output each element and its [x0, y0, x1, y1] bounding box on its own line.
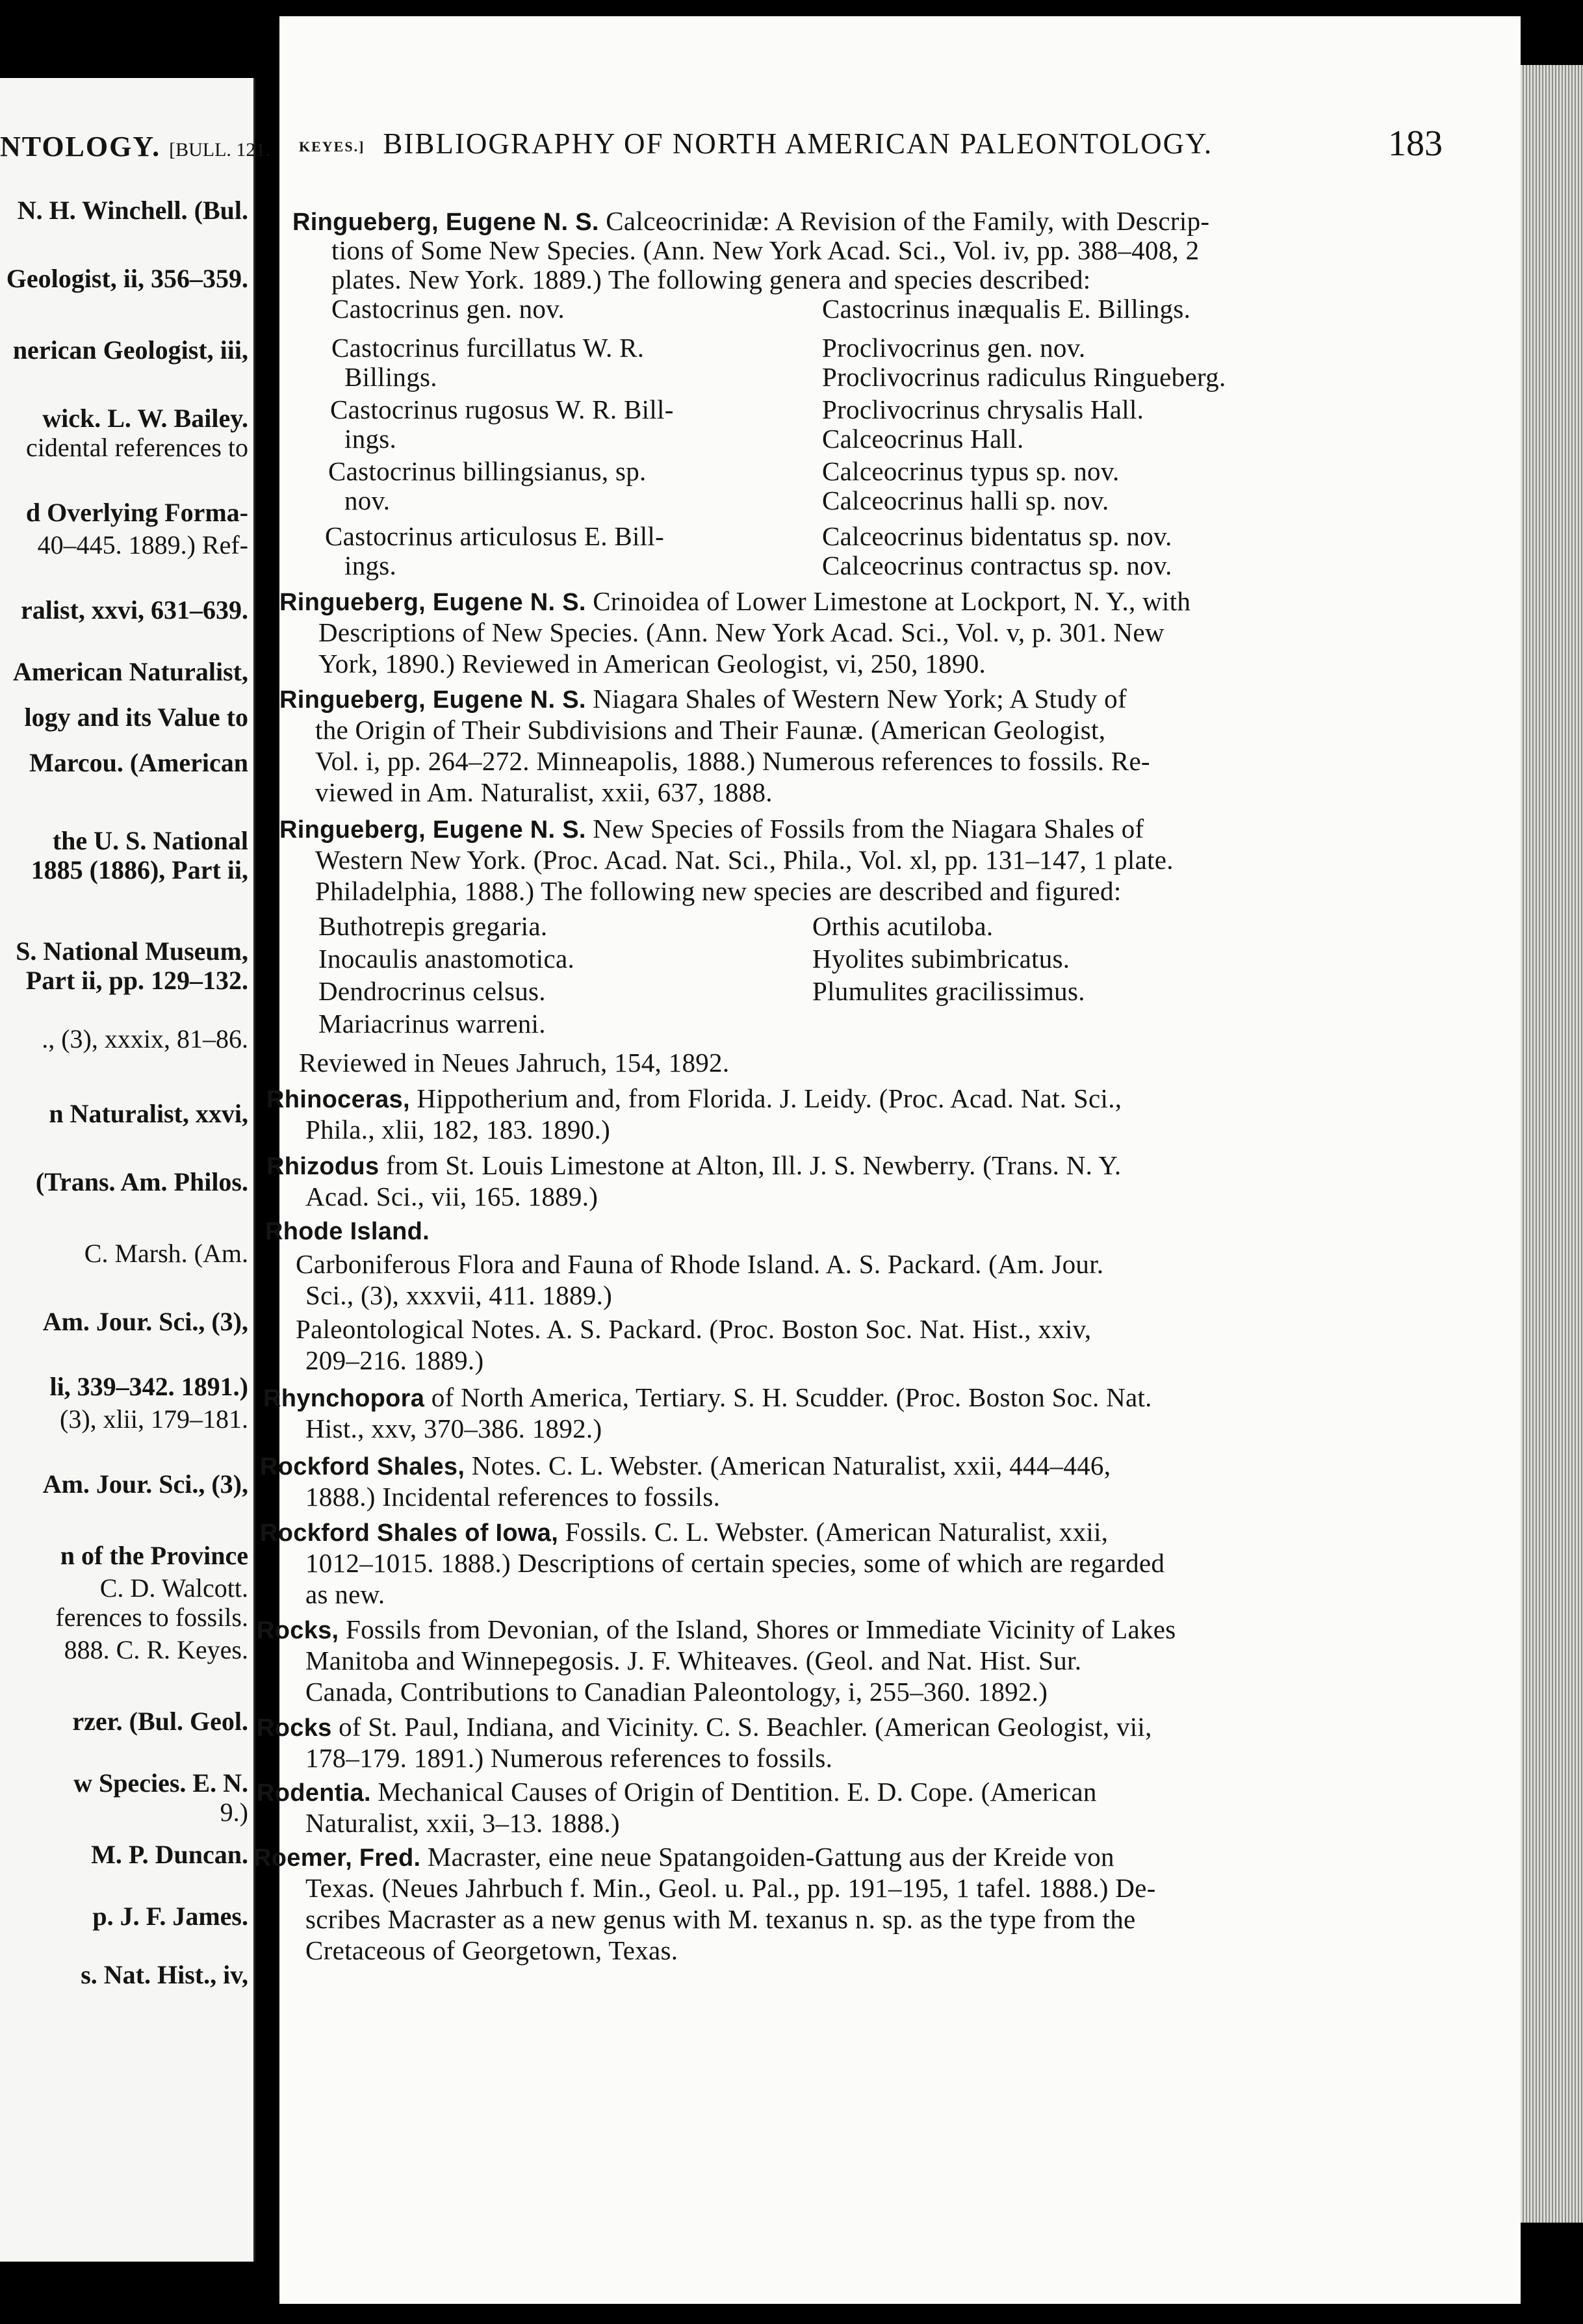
facing-page-line: the U. S. National: [52, 826, 248, 855]
entry-line: [812, 978, 1085, 1005]
entry-text: Inocaulis anastomotica.: [318, 944, 574, 974]
entry-heading: Ringueberg, Eugene N. S.: [292, 209, 599, 236]
entry-line: [318, 978, 546, 1005]
entry-line: [305, 1745, 832, 1772]
entry-text: plates. New York. 1889.) The following genera and species described:: [331, 265, 1091, 294]
entry-line: [344, 426, 396, 452]
entry-line: [299, 1050, 729, 1076]
entry-text: 1888.) Incidental references to fossils.: [305, 1482, 721, 1512]
entry-text: from St. Louis Limestone at Alton, Ill. J. S. Newberry. (Trans. N. Y.: [379, 1150, 1122, 1180]
entry-text: Castocrinus gen. nov.: [331, 294, 565, 324]
entry-text: Castocrinus rugosus W. R. Bill-: [330, 394, 674, 424]
facing-page-line: cidental references to: [25, 433, 248, 462]
entry-text: Phila., xlii, 182, 183. 1890.): [305, 1115, 611, 1144]
entry-first-line: [279, 588, 1190, 615]
entry-heading: Rocks: [257, 1714, 332, 1742]
entry-heading: Rhynchopora: [263, 1385, 425, 1412]
facing-page-line: wick. L. W. Bailey.: [42, 404, 248, 433]
entry-first-line: [257, 1714, 1152, 1740]
entry-text: Vol. i, pp. 264–272. Minneapolis, 1888.) Numerous references to fossils. Re-: [315, 746, 1150, 776]
facing-page-line: ferences to fossils.: [55, 1603, 248, 1632]
entry-line: [325, 523, 664, 550]
entry-text: Castocrinus inæqualis E. Billings.: [822, 294, 1191, 324]
facing-page-line: C. D. Walcott.: [99, 1573, 248, 1603]
entry-line: [305, 1906, 1136, 1933]
entry-line: [305, 1183, 598, 1210]
entry-line: [822, 458, 1120, 485]
entry-heading: Ringueberg, Eugene N. S.: [279, 816, 586, 844]
entry-text: Fossils. C. L. Webster. (American Naturalist, xxii,: [558, 1517, 1109, 1547]
facing-page-line: rzer. (Bul. Geol.: [72, 1707, 248, 1736]
entry-text: Billings.: [344, 362, 437, 392]
entry-first-line: [292, 208, 1209, 235]
entry-first-line: [279, 816, 1144, 842]
page-title: BIBLIOGRAPHY OF NORTH AMERICAN PALEONTOLOGY.: [383, 127, 1213, 160]
entry-first-line: [263, 1384, 1152, 1411]
facing-page-line: p. J. F. James.: [92, 1902, 248, 1931]
entry-line: [315, 717, 1105, 743]
entry-line: [812, 913, 993, 940]
facing-page-line: American Naturalist,: [12, 657, 248, 686]
entry-heading: Rodentia.: [257, 1779, 371, 1807]
entry-line: [305, 1647, 1081, 1674]
facing-page: [0, 78, 270, 2262]
facing-page-line: Part ii, pp. 129–132.: [25, 966, 248, 995]
entry-text: Fossils from Devonian, of the Island, Shores or Immediate Vicinity of Lakes: [339, 1614, 1176, 1644]
entry-heading: Rocks,: [257, 1617, 339, 1644]
entry-text: scribes Macraster as a new genus with M. texanus n. sp. as the type from the: [305, 1904, 1136, 1934]
facing-page-line: M. P. Duncan.: [91, 1840, 248, 1869]
entry-line: [318, 651, 986, 677]
entry-text: Macraster, eine neue Spatangoiden-Gattung aus der Kreide von: [420, 1842, 1114, 1872]
entry-text: tions of Some New Species. (Ann. New York Acad. Sci., Vol. iv, pp. 388–408, 2: [331, 235, 1200, 265]
facing-page-header: [0, 130, 270, 163]
entry-line: [344, 552, 396, 579]
entry-line: [822, 426, 1024, 452]
entry-text: York, 1890.) Reviewed in American Geologist, vi, 250, 1890.: [318, 649, 986, 678]
entry-text: Orthis acutiloba.: [812, 911, 994, 941]
entry-text: Proclivocrinus chrysalis Hall.: [822, 394, 1144, 424]
entry-heading: Ringueberg, Eugene N. S.: [279, 589, 586, 616]
entry-line: [328, 458, 647, 485]
entry-line: [305, 1875, 1156, 1902]
entry-text: Niagara Shales of Western New York; A Study of: [586, 684, 1127, 714]
entry-line: [822, 396, 1144, 423]
entry-text: Plumulites gracilissimus.: [812, 976, 1085, 1006]
entry-text: 209–216. 1889.): [305, 1345, 484, 1375]
entry-line: [318, 619, 1165, 646]
entry-first-line: [257, 1616, 1176, 1643]
entry-text: Cretaceous of Georgetown, Texas.: [305, 1935, 678, 1965]
entry-text: Notes. C. L. Webster. (American Naturalist, xxii, 444–446,: [465, 1451, 1111, 1480]
entry-first-line: [266, 1085, 1122, 1112]
entry-text: Hippotherium and, from Florida. J. Leidy. (Proc. Acad. Nat. Sci.,: [409, 1083, 1122, 1113]
entry-line: [305, 1484, 720, 1510]
entry-text: Proclivocrinus radiculus Ringueberg.: [822, 362, 1226, 392]
entry-text: Acad. Sci., vii, 165. 1889.): [305, 1181, 598, 1211]
facing-page-line: (3), xlii, 179–181.: [60, 1404, 248, 1434]
entry-first-line: [260, 1519, 1108, 1545]
facing-page-line: nerican Geologist, iii,: [12, 335, 248, 365]
entry-line: [822, 335, 1085, 361]
entry-heading: Rhode Island.: [265, 1218, 430, 1245]
entry-text: Calceocrinus halli sp. nov.: [822, 485, 1109, 515]
entry-line: [812, 946, 1070, 972]
facing-page-line: Geologist, ii, 356–359.: [6, 264, 248, 293]
entry-line: [331, 335, 644, 361]
facing-header-title: NTOLOGY.: [0, 131, 161, 162]
entry-text: Calceocrinus Hall.: [822, 424, 1024, 454]
entry-text: 178–179. 1891.) Numerous references to fossils.: [305, 1743, 833, 1773]
entry-text: Calceocrinus contractus sp. nov.: [822, 550, 1172, 580]
entry-text: ings.: [344, 550, 397, 580]
entry-text: Philadelphia, 1888.) The following new species are described and figured:: [315, 876, 1122, 906]
entry-line: [315, 748, 1150, 775]
entry-text: Hist., xxv, 370–386. 1892.): [305, 1414, 602, 1443]
entry-text: Calceocrinus bidentatus sp. nov.: [822, 521, 1172, 551]
entry-first-line: [260, 1452, 1111, 1479]
entry-text: Dendrocrinus celsus.: [318, 976, 546, 1006]
entry-line: [305, 1581, 385, 1608]
entry-line: [318, 1011, 546, 1037]
entry-text: Sci., (3), xxxvii, 411. 1889.): [305, 1280, 613, 1310]
entry-text: Buthotrepis gregaria.: [318, 911, 548, 941]
entry-text: ings.: [344, 424, 397, 454]
entry-text: Manitoba and Winnepegosis. J. F. Whiteaves. (Geol. and Nat. Hist. Sur.: [305, 1646, 1082, 1675]
entry-text: Castocrinus articulosus E. Bill-: [325, 521, 665, 551]
entry-text: Proclivocrinus gen. nov.: [822, 333, 1086, 363]
entry-line: [305, 1347, 483, 1374]
entry-line: [315, 847, 1174, 873]
entry-line: [822, 296, 1190, 322]
facing-page-line: 1885 (1886), Part ii,: [31, 855, 248, 884]
entry-line: [331, 296, 565, 322]
entry-line: [344, 364, 437, 391]
page-number: 183: [1388, 123, 1443, 164]
entry-text: Naturalist, xxii, 3–13. 1888.): [305, 1808, 620, 1838]
entry-text: the Origin of Their Subdivisions and Their Faunæ. (American Geologist,: [315, 715, 1106, 745]
entry-text: Hyolites subimbricatus.: [812, 944, 1070, 974]
facing-page-line: Marcou. (American: [29, 748, 248, 777]
entry-line: [822, 552, 1172, 579]
entry-text: Reviewed in Neues Jahruch, 154, 1892.: [299, 1048, 730, 1078]
facing-page-line: ., (3), xxxix, 81–86.: [42, 1024, 248, 1053]
entry-heading: Rhizodus: [266, 1153, 380, 1180]
entry-heading: Ringueberg, Eugene N. S.: [279, 686, 586, 714]
entry-line: [330, 396, 674, 423]
entry-heading: Rockford Shales of Iowa,: [260, 1519, 559, 1547]
entry-line: [305, 1937, 678, 1964]
entry-text: Mariacrinus warreni.: [318, 1009, 546, 1039]
facing-page-line: 40–445. 1889.) Ref-: [37, 530, 248, 560]
running-header: [299, 123, 1443, 164]
facing-page-line: n of the Province: [60, 1541, 248, 1570]
entry-text: 1012–1015. 1888.) Descriptions of certain species, some of which are regarded: [305, 1548, 1165, 1578]
entry-line: [318, 946, 574, 972]
facing-page-line: Am. Jour. Sci., (3),: [42, 1307, 248, 1336]
entry-text: of St. Paul, Indiana, and Vicinity. C. S. Beachler. (American Geologist, vii,: [331, 1712, 1152, 1742]
entry-text: Paleontological Notes. A. S. Packard. (Proc. Boston Soc. Nat. Hist., xxiv,: [296, 1314, 1092, 1344]
facing-page-line: s. Nat. Hist., iv,: [81, 1960, 248, 1989]
facing-page-line: 9.): [220, 1798, 248, 1827]
entry-text: Calceocrinus typus sp. nov.: [822, 456, 1120, 486]
entry-text: Canada, Contributions to Canadian Paleontology, i, 255–360. 1892.): [305, 1677, 1048, 1707]
entry-line: [822, 487, 1109, 514]
entry-heading: Rockford Shales,: [260, 1453, 465, 1480]
facing-page-line: n Naturalist, xxvi,: [49, 1099, 248, 1128]
entry-line: [331, 237, 1199, 264]
entry-text: Mechanical Causes of Origin of Dentition. E. D. Cope. (American: [370, 1777, 1097, 1807]
entry-first-line: [266, 1152, 1121, 1179]
facing-page-line: S. National Museum,: [16, 936, 248, 966]
facing-page-line: w Species. E. N.: [73, 1768, 248, 1798]
facing-page-line: Am. Jour. Sci., (3),: [42, 1469, 248, 1499]
entry-line: [315, 878, 1122, 905]
entry-line: [305, 1550, 1165, 1577]
entry-text: Castocrinus billingsianus, sp.: [328, 456, 647, 486]
facing-page-line: C. Marsh. (Am.: [84, 1239, 248, 1268]
entry-text: of North America, Tertiary. S. H. Scudder. (Proc. Boston Soc. Nat.: [424, 1382, 1152, 1412]
author-tag: KEYES.]: [299, 138, 365, 155]
book-page: [253, 16, 1521, 2304]
entry-heading: Roemer, Fred.: [253, 1844, 421, 1872]
facing-page-line: 888. C. R. Keyes.: [64, 1635, 248, 1664]
entry-line: [331, 266, 1091, 293]
entry-first-line: [279, 686, 1127, 712]
entry-first-line: [253, 1844, 1114, 1870]
entry-text: Western New York. (Proc. Acad. Nat. Sci., Phila., Vol. xl, pp. 131–147, 1 plate.: [315, 845, 1174, 875]
entry-line: [296, 1251, 1103, 1278]
entry-text: nov.: [344, 485, 391, 515]
entry-line: [822, 364, 1226, 391]
entry-text: Carboniferous Flora and Fauna of Rhode Island. A. S. Packard. (Am. Jour.: [296, 1249, 1104, 1279]
entry-heading: Rhinoceras,: [266, 1086, 410, 1113]
entry-line: [305, 1679, 1048, 1705]
entry-line: [344, 487, 390, 514]
page-edges: [1521, 65, 1583, 2223]
entry-line: [305, 1117, 610, 1143]
entry-line: [318, 913, 547, 940]
entry-text: Castocrinus furcillatus W. R.: [331, 333, 645, 363]
entry-text: viewed in Am. Naturalist, xxii, 637, 1888.: [315, 777, 773, 807]
facing-page-line: li, 339–342. 1891.): [49, 1372, 248, 1401]
facing-page-line: ralist, xxvi, 631–639.: [21, 595, 248, 625]
facing-page-line: d Overlying Forma-: [25, 498, 248, 527]
facing-header-bulletin: [BULL. 121.: [169, 139, 270, 161]
entry-text: Crinoidea of Lower Limestone at Lockport, N. Y., with: [586, 586, 1191, 616]
entry-line: [296, 1316, 1091, 1343]
entry-line: [305, 1810, 620, 1837]
entry-line: [315, 779, 773, 806]
facing-page-line: logy and its Value to: [24, 703, 248, 732]
entry-text: Descriptions of New Species. (Ann. New York Acad. Sci., Vol. v, p. 301. New: [318, 617, 1165, 647]
entry-text: New Species of Fossils from the Niagara Shales of: [586, 814, 1144, 844]
entry-first-line: [257, 1779, 1097, 1805]
entry-line: [822, 523, 1172, 550]
entry-text: Calceocrinidæ: A Revision of the Family, with Descrip-: [598, 206, 1210, 236]
entry-first-line: [265, 1217, 430, 1244]
facing-page-line: N. H. Winchell. (Bul.: [17, 196, 248, 225]
entry-line: [305, 1282, 612, 1309]
entry-line: [305, 1415, 602, 1442]
entry-text: Texas. (Neues Jahrbuch f. Min., Geol. u. Pal., pp. 191–195, 1 tafel. 1888.) De-: [305, 1873, 1156, 1903]
facing-page-line: (Trans. Am. Philos.: [35, 1167, 248, 1196]
entry-text: as new.: [305, 1579, 385, 1609]
